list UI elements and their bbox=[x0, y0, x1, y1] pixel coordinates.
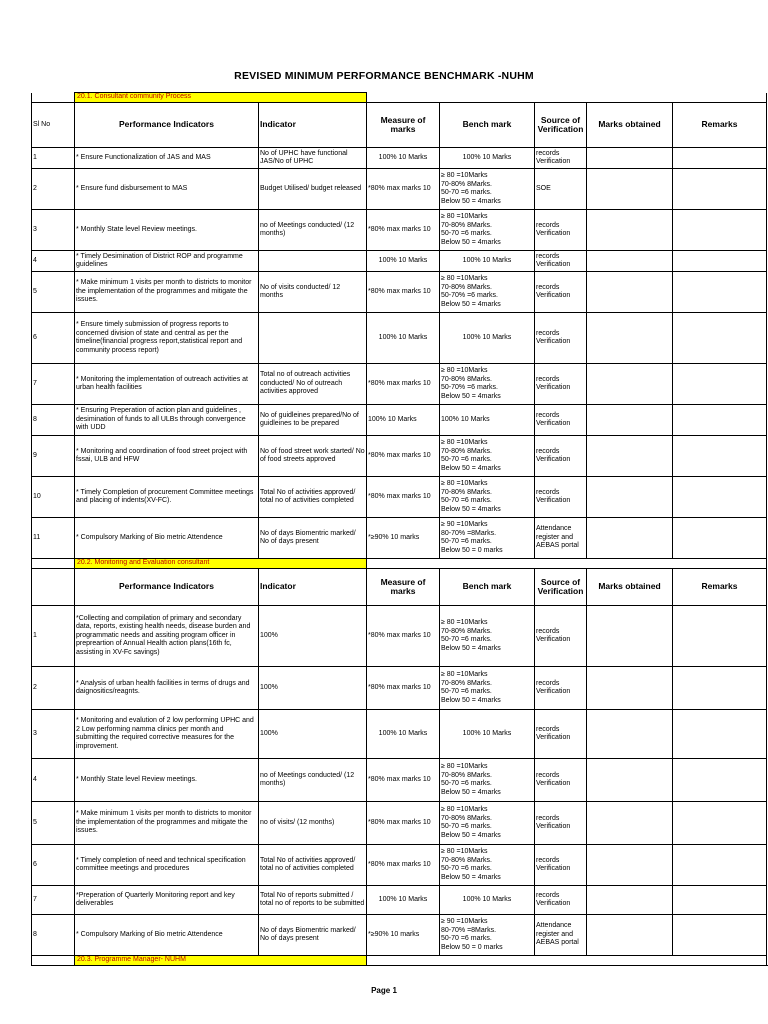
cell-source: records Verification bbox=[535, 759, 587, 802]
section-label-row bbox=[32, 93, 767, 103]
cell-indicator: 100% bbox=[259, 606, 367, 667]
cell-benchmark: ≥ 80 =10Marks 70-80% 8Marks. 50-70 =6 marks. Below 50 = 4marks bbox=[440, 210, 535, 251]
cell-indicator: Total No of activities approved/ total no of activities completed bbox=[259, 477, 367, 518]
cell-source: records Verification bbox=[535, 667, 587, 710]
cell-sl-no: 5 bbox=[32, 272, 75, 313]
cell-performance: * Compulsory Marking of Bio metric Attendence bbox=[75, 915, 259, 956]
table-row bbox=[32, 477, 767, 518]
cell-measure: 100% 10 Marks bbox=[367, 313, 440, 364]
cell-indicator: no of Meetings conducted/ (12 months) bbox=[259, 759, 367, 802]
table-row bbox=[32, 436, 767, 477]
cell-source: records Verification bbox=[535, 251, 587, 272]
cell-sl-no: 6 bbox=[32, 845, 75, 886]
cell-measure: 100% 10 Marks bbox=[367, 886, 440, 915]
cell-sl-no: 6 bbox=[32, 313, 75, 364]
header-row bbox=[32, 103, 767, 148]
cell-benchmark: ≥ 80 =10Marks 70-80% 8Marks. 50-70 =6 marks. Below 50 = 4marks bbox=[440, 845, 535, 886]
column-header-indicator: Indicator bbox=[259, 103, 367, 148]
cell-sl-no: 2 bbox=[32, 667, 75, 710]
table-row bbox=[32, 845, 767, 886]
cell-marks bbox=[587, 606, 673, 667]
column-header-remarks: Remarks bbox=[673, 569, 767, 606]
column-header-benchmark: Bench mark bbox=[440, 103, 535, 148]
header-row bbox=[32, 569, 767, 606]
cell-remarks bbox=[673, 606, 767, 667]
table-row bbox=[32, 802, 767, 845]
cell-benchmark: 100% 10 Marks bbox=[440, 148, 535, 169]
cell-remarks bbox=[673, 518, 767, 559]
cell-benchmark: ≥ 80 =10Marks 70-80% 8Marks. 50-70 =6 marks. Below 50 = 4marks bbox=[440, 802, 535, 845]
column-header-source: Source of Verification bbox=[535, 569, 587, 606]
cell-marks bbox=[587, 251, 673, 272]
cell-source: Attendance register and AEBAS portal bbox=[535, 915, 587, 956]
section-label: 20.1. Consultant community Process bbox=[75, 93, 367, 103]
cell-measure: *80% max marks 10 bbox=[367, 802, 440, 845]
cell-measure: 100% 10 Marks bbox=[367, 710, 440, 759]
cell-benchmark: ≥ 80 =10Marks 70-80% 8Marks. 50-70 =6 marks. Below 50 = 4marks bbox=[440, 667, 535, 710]
cell-source: records Verification bbox=[535, 272, 587, 313]
cell-marks bbox=[587, 915, 673, 956]
table-row bbox=[32, 518, 767, 559]
cell-indicator: Total no of outreach activities conducted/ No of outreach activities approved bbox=[259, 364, 367, 405]
column-header-measure: Measure of marks bbox=[367, 569, 440, 606]
cell-performance: * Timely Completion of procurement Committee meetings and placing of indents(XV-FC). bbox=[75, 477, 259, 518]
cell-sl-no: 2 bbox=[32, 169, 75, 210]
cell-source: records Verification bbox=[535, 148, 587, 169]
cell-marks bbox=[587, 405, 673, 436]
cell-remarks bbox=[673, 845, 767, 886]
cell-indicator: No of days Biomentric marked/ No of days present bbox=[259, 915, 367, 956]
cell-remarks bbox=[673, 313, 767, 364]
table-row bbox=[32, 886, 767, 915]
cell-remarks bbox=[673, 802, 767, 845]
cell-performance: * Make minimum 1 visits per month to districts to monitor the implementation of the programmes and mitigate the issues. bbox=[75, 802, 259, 845]
cell-sl-no: 4 bbox=[32, 251, 75, 272]
cell-benchmark: ≥ 80 =10Marks 70-80% 8Marks. 50-70 =6 marks. Below 50 = 4marks bbox=[440, 759, 535, 802]
column-header-source: Source of Verification bbox=[535, 103, 587, 148]
cell-source: records Verification bbox=[535, 886, 587, 915]
column-header-sl-no bbox=[32, 569, 75, 606]
cell-source: Attendance register and AEBAS portal bbox=[535, 518, 587, 559]
cell-performance: * Ensure Functionalization of JAS and MAS bbox=[75, 148, 259, 169]
cell-benchmark: ≥ 80 =10Marks 70-80% 8Marks. 50-70 =6 marks. Below 50 = 4marks bbox=[440, 436, 535, 477]
section-spacer bbox=[32, 956, 75, 966]
cell-marks bbox=[587, 364, 673, 405]
cell-benchmark: ≥ 90 =10Marks 80-70% =8Marks. 50-70 =6 marks. Below 50 = 0 marks bbox=[440, 915, 535, 956]
cell-performance: * Analysis of urban health facilities in terms of drugs and daignositics/reagnts. bbox=[75, 667, 259, 710]
cell-benchmark: ≥ 80 =10Marks 70-80% 8Marks. 50-70% =6 marks. Below 50 = 4marks bbox=[440, 272, 535, 313]
cell-indicator: Total No of reports submitted / total no of reports to be submitted bbox=[259, 886, 367, 915]
cell-sl-no: 7 bbox=[32, 886, 75, 915]
cell-source: records Verification bbox=[535, 364, 587, 405]
column-header-sl-no: Sl No bbox=[32, 103, 75, 148]
cell-benchmark: 100% 10 Marks bbox=[440, 886, 535, 915]
cell-remarks bbox=[673, 272, 767, 313]
cell-measure: *80% max marks 10 bbox=[367, 272, 440, 313]
cell-measure: *80% max marks 10 bbox=[367, 845, 440, 886]
cell-sl-no: 11 bbox=[32, 518, 75, 559]
table-row bbox=[32, 405, 767, 436]
cell-performance: * Monitoring and coordination of food street project with fssai, ULB and HFW bbox=[75, 436, 259, 477]
cell-benchmark: ≥ 80 =10Marks 70-80% 8Marks. 50-70 =6 marks. Below 50 = 4marks bbox=[440, 606, 535, 667]
cell-marks bbox=[587, 886, 673, 915]
cell-marks bbox=[587, 759, 673, 802]
section-spacer bbox=[367, 956, 767, 966]
cell-source: records Verification bbox=[535, 436, 587, 477]
section-spacer bbox=[367, 559, 767, 569]
section-spacer bbox=[32, 93, 75, 103]
table-row bbox=[32, 148, 767, 169]
benchmark-table bbox=[31, 92, 767, 966]
cell-indicator: No of days Biomentric marked/ No of days present bbox=[259, 518, 367, 559]
cell-performance: * Ensuring Preperation of action plan and guidelines , desimination of funds to all ULBs through convergence with UDD bbox=[75, 405, 259, 436]
cell-performance: * Monthly State level Review meetings. bbox=[75, 210, 259, 251]
page-title: REVISED MINIMUM PERFORMANCE BENCHMARK -NUHM bbox=[234, 70, 534, 82]
column-header-measure: Measure of marks bbox=[367, 103, 440, 148]
cell-source: records Verification bbox=[535, 405, 587, 436]
cell-performance: * Monthly State level Review meetings. bbox=[75, 759, 259, 802]
cell-sl-no: 7 bbox=[32, 364, 75, 405]
cell-source: records Verification bbox=[535, 606, 587, 667]
cell-source: records Verification bbox=[535, 313, 587, 364]
cell-performance: * Compulsory Marking of Bio metric Attendence bbox=[75, 518, 259, 559]
cell-remarks bbox=[673, 915, 767, 956]
cell-measure: 100% 10 Marks bbox=[367, 148, 440, 169]
cell-benchmark: ≥ 80 =10Marks 70-80% 8Marks. 50-70 =6 marks. Below 50 = 4marks bbox=[440, 169, 535, 210]
cell-marks bbox=[587, 169, 673, 210]
cell-performance: * Monitoring the implementation of outreach activities at urban health facilities bbox=[75, 364, 259, 405]
cell-measure: *80% max marks 10 bbox=[367, 169, 440, 210]
cell-performance: * Timely completion of need and technical specification committee meetings and procedures bbox=[75, 845, 259, 886]
cell-measure: *80% max marks 10 bbox=[367, 606, 440, 667]
table-row bbox=[32, 251, 767, 272]
column-header-marks: Marks obtained bbox=[587, 103, 673, 148]
cell-measure: 100% 10 Marks bbox=[367, 251, 440, 272]
cell-benchmark: ≥ 90 =10Marks 80-70% =8Marks. 50-70 =6 marks. Below 50 = 0 marks bbox=[440, 518, 535, 559]
cell-sl-no: 1 bbox=[32, 148, 75, 169]
cell-source: records Verification bbox=[535, 210, 587, 251]
cell-indicator: Total No of activities approved/ total no of activities completed bbox=[259, 845, 367, 886]
cell-measure: *80% max marks 10 bbox=[367, 759, 440, 802]
cell-benchmark: 100% 10 Marks bbox=[440, 710, 535, 759]
cell-remarks bbox=[673, 364, 767, 405]
cell-source: records Verification bbox=[535, 477, 587, 518]
cell-remarks bbox=[673, 405, 767, 436]
cell-performance: * Ensure timely submission of progress reports to concerned division of state and central as per the timeline(financial progress report,statistical report and community process report) bbox=[75, 313, 259, 364]
cell-indicator: no of Meetings conducted/ (12 months) bbox=[259, 210, 367, 251]
cell-remarks bbox=[673, 436, 767, 477]
table-row bbox=[32, 759, 767, 802]
cell-marks bbox=[587, 436, 673, 477]
cell-indicator: 100% bbox=[259, 667, 367, 710]
cell-measure: *80% max marks 10 bbox=[367, 477, 440, 518]
column-header-benchmark: Bench mark bbox=[440, 569, 535, 606]
cell-sl-no: 3 bbox=[32, 210, 75, 251]
cell-performance: * Monitoring and evalution of 2 low performing UPHC and 2 Low performing namma clinics per month and submitting the required corrective measures for the improvement. bbox=[75, 710, 259, 759]
cell-indicator: No of food street work started/ No of food streets approved bbox=[259, 436, 367, 477]
cell-sl-no: 9 bbox=[32, 436, 75, 477]
cell-measure: *80% max marks 10 bbox=[367, 210, 440, 251]
cell-performance: *Collecting and compilation of primary and secondary data, reports, existing health needs, disease burden and programmatic needs and assiting program officer in prepreartion of Annual Health action plans(16th fc, assisting in XV-Fc savings) bbox=[75, 606, 259, 667]
cell-benchmark: 100% 10 Marks bbox=[440, 405, 535, 436]
cell-benchmark: ≥ 80 =10Marks 70-80% 8Marks. 50-70% =6 marks. Below 50 = 4marks bbox=[440, 364, 535, 405]
cell-sl-no: 10 bbox=[32, 477, 75, 518]
cell-marks bbox=[587, 845, 673, 886]
table-row bbox=[32, 606, 767, 667]
cell-remarks bbox=[673, 210, 767, 251]
cell-marks bbox=[587, 210, 673, 251]
column-header-marks: Marks obtained bbox=[587, 569, 673, 606]
cell-remarks bbox=[673, 169, 767, 210]
cell-marks bbox=[587, 148, 673, 169]
cell-marks bbox=[587, 710, 673, 759]
cell-performance: * Timely Desimination of District ROP and programme guidelines bbox=[75, 251, 259, 272]
cell-benchmark: ≥ 80 =10Marks 70-80% 8Marks. 50-70 =6 marks. Below 50 = 4marks bbox=[440, 477, 535, 518]
cell-source: records Verification bbox=[535, 710, 587, 759]
column-header-performance: Performance Indicators bbox=[75, 103, 259, 148]
cell-marks bbox=[587, 802, 673, 845]
cell-marks bbox=[587, 667, 673, 710]
cell-indicator: Budget Utilised/ budget released bbox=[259, 169, 367, 210]
cell-source: SOE bbox=[535, 169, 587, 210]
cell-remarks bbox=[673, 477, 767, 518]
cell-sl-no: 4 bbox=[32, 759, 75, 802]
cell-indicator: 100% bbox=[259, 710, 367, 759]
column-header-performance: Performance Indicators bbox=[75, 569, 259, 606]
column-header-remarks: Remarks bbox=[673, 103, 767, 148]
cell-remarks bbox=[673, 759, 767, 802]
cell-measure: *≥90% 10 marks bbox=[367, 915, 440, 956]
section-spacer bbox=[32, 559, 75, 569]
cell-indicator bbox=[259, 313, 367, 364]
cell-performance: *Preperation of Quarterly Monitoring report and key deliverables bbox=[75, 886, 259, 915]
cell-sl-no: 8 bbox=[32, 405, 75, 436]
cell-benchmark: 100% 10 Marks bbox=[440, 313, 535, 364]
section-label-row bbox=[32, 956, 767, 966]
cell-remarks bbox=[673, 148, 767, 169]
cell-measure: *≥90% 10 marks bbox=[367, 518, 440, 559]
cell-measure: 100% 10 Marks bbox=[367, 405, 440, 436]
cell-remarks bbox=[673, 667, 767, 710]
cell-indicator: No of UPHC have functional JAS/No of UPHC bbox=[259, 148, 367, 169]
cell-performance: * Ensure fund disbursement to MAS bbox=[75, 169, 259, 210]
table-row bbox=[32, 210, 767, 251]
cell-indicator bbox=[259, 251, 367, 272]
cell-remarks bbox=[673, 710, 767, 759]
table-row bbox=[32, 667, 767, 710]
cell-indicator: no of visits/ (12 months) bbox=[259, 802, 367, 845]
cell-performance: * Make minimum 1 visits per month to districts to monitor the implementation of the programmes and mitigate the issues. bbox=[75, 272, 259, 313]
table-row bbox=[32, 364, 767, 405]
page-footer: Page 1 bbox=[371, 986, 397, 995]
cell-indicator: No of visits conducted/ 12 months bbox=[259, 272, 367, 313]
cell-source: records Verification bbox=[535, 845, 587, 886]
cell-marks bbox=[587, 272, 673, 313]
cell-measure: *80% max marks 10 bbox=[367, 436, 440, 477]
cell-remarks bbox=[673, 886, 767, 915]
section-spacer bbox=[367, 93, 767, 103]
cell-indicator: No of guidleines prepared/No of guidleines to be prepared bbox=[259, 405, 367, 436]
cell-measure: *80% max marks 10 bbox=[367, 667, 440, 710]
cell-sl-no: 3 bbox=[32, 710, 75, 759]
section-label: 20.2. Monitoring and Evaluation consultant bbox=[75, 559, 367, 569]
table-row bbox=[32, 710, 767, 759]
cell-measure: *80% max marks 10 bbox=[367, 364, 440, 405]
cell-source: records Verification bbox=[535, 802, 587, 845]
cell-marks bbox=[587, 518, 673, 559]
column-header-indicator: Indicator bbox=[259, 569, 367, 606]
section-label: 20.3. Programme Manager- NUHM bbox=[75, 956, 367, 966]
cell-sl-no: 5 bbox=[32, 802, 75, 845]
table-row bbox=[32, 272, 767, 313]
table-row bbox=[32, 915, 767, 956]
cell-benchmark: 100% 10 Marks bbox=[440, 251, 535, 272]
section-label-row bbox=[32, 559, 767, 569]
cell-marks bbox=[587, 477, 673, 518]
table-row bbox=[32, 313, 767, 364]
cell-remarks bbox=[673, 251, 767, 272]
cell-sl-no: 1 bbox=[32, 606, 75, 667]
cell-sl-no: 8 bbox=[32, 915, 75, 956]
cell-marks bbox=[587, 313, 673, 364]
table-row bbox=[32, 169, 767, 210]
